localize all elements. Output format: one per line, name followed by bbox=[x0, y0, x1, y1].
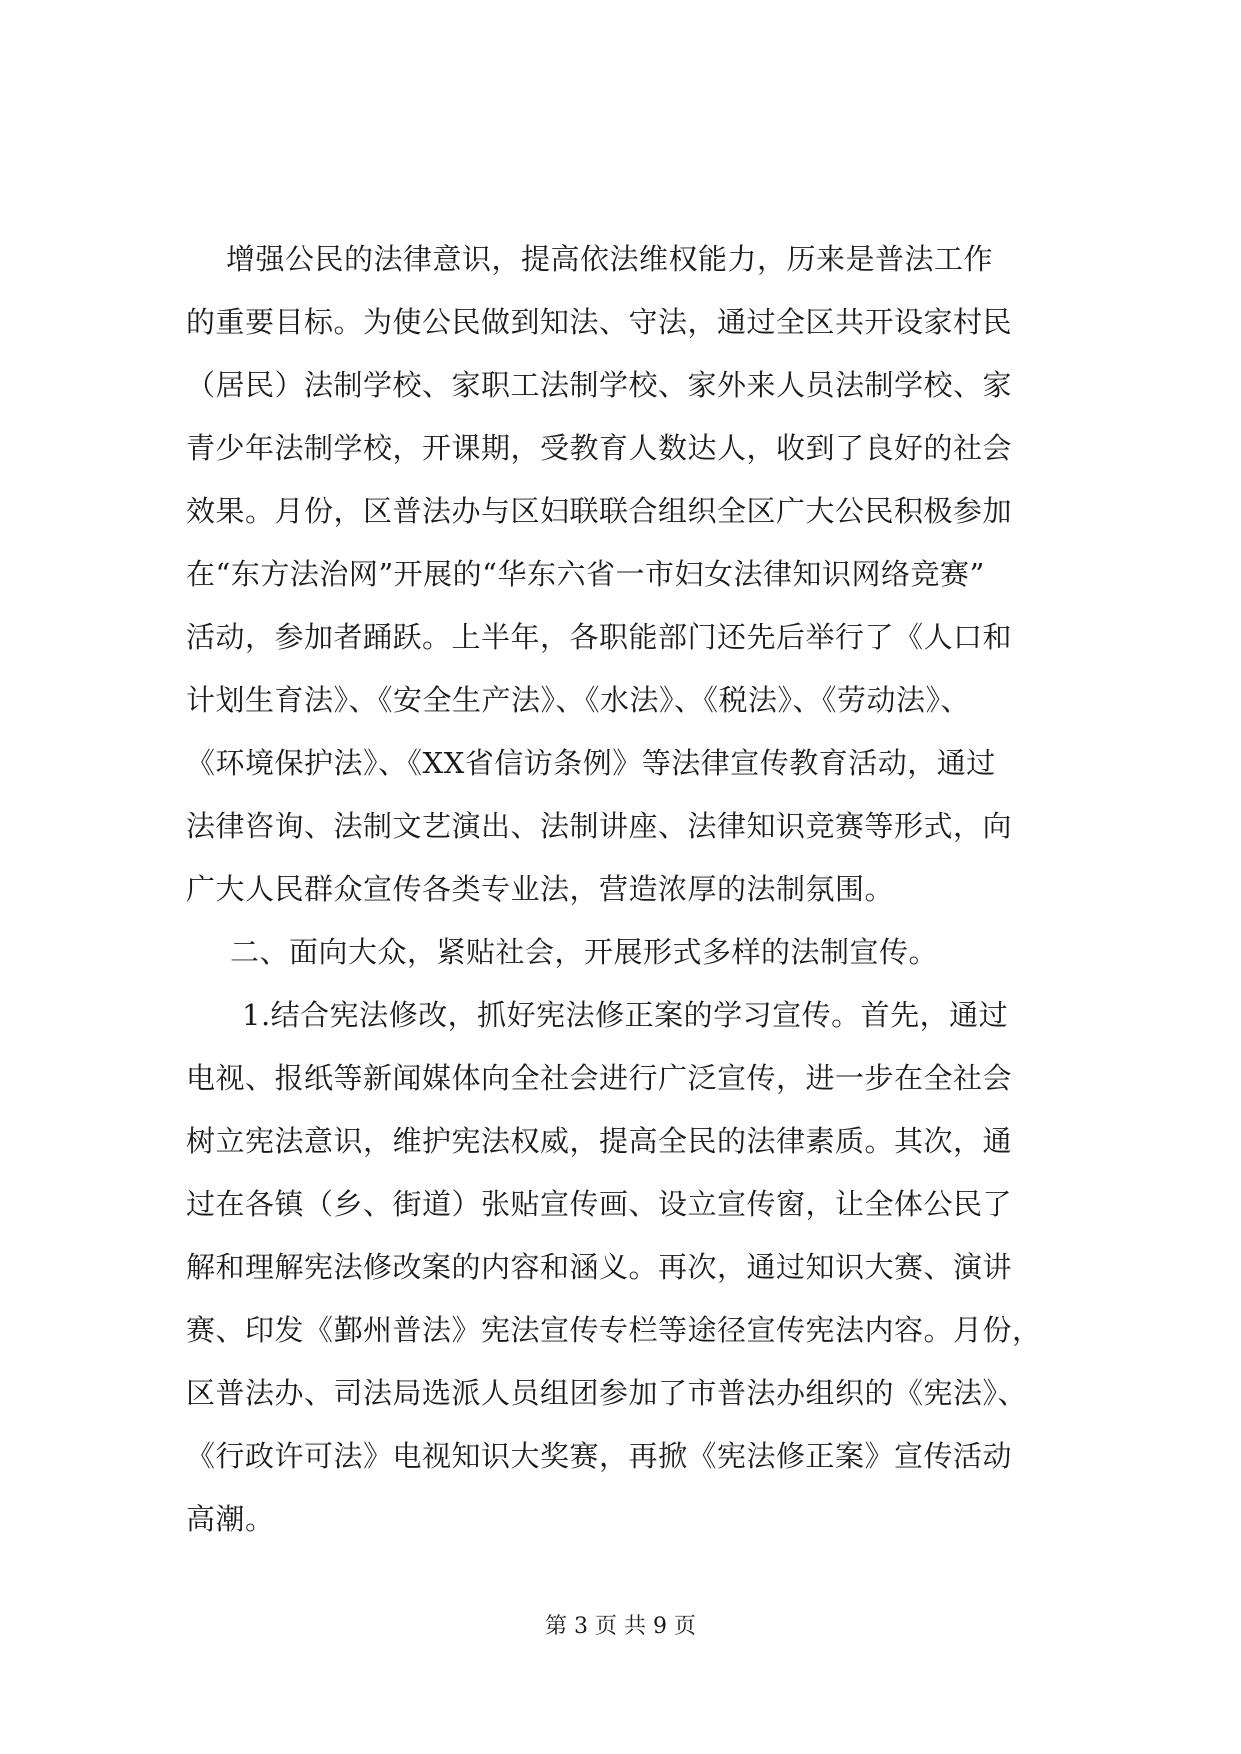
paragraph-2-line-9: 高潮。 bbox=[186, 1502, 275, 1536]
paragraph-2-line-3: 树立宪法意识，维护宪法权威，提高全民的法律素质。其次，通 bbox=[186, 1124, 1013, 1158]
paragraph-1-line-1: 增强公民的法律意识，提高依法维权能力，历来是普法工作 bbox=[226, 242, 994, 276]
paragraph-1-line-8: 计划生育法》、《安全生产法》、《水法》、《税法》、《劳动法》、 bbox=[186, 683, 971, 717]
paragraph-1-line-11: 广大人民群众宣传各类专业法，营造浓厚的法制氛围。 bbox=[186, 872, 895, 906]
paragraph-1-line-3: （居民）法制学校、家职工法制学校、家外来人员法制学校、家 bbox=[186, 368, 1013, 402]
paragraph-1-line-5: 效果。月份，区普法办与区妇联联合组织全区广大公民积极参加 bbox=[186, 494, 1013, 528]
paragraph-1-line-6: 在“东方法治网”开展的“华东六省一市妇女法律知识网络竞赛” bbox=[186, 557, 985, 591]
paragraph-1-line-9: 《环境保护法》、《XX省信访条例》等法律宣传教育活动，通过 bbox=[186, 746, 996, 780]
paragraph-2-line-8: 《行政许可法》电视知识大奖赛，再掀《宪法修正案》宣传活动 bbox=[186, 1439, 1013, 1473]
paragraph-2-line-7: 区普法办、司法局选派人员组团参加了市普法办组织的《宪法》、 bbox=[186, 1376, 1028, 1410]
paragraph-1-line-2: 的重要目标。为使公民做到知法、守法，通过全区共开设家村民 bbox=[186, 305, 1013, 339]
paragraph-2-line-2: 电视、报纸等新闻媒体向全社会进行广泛宣传，进一步在全社会 bbox=[186, 1061, 1013, 1095]
paragraph-1-line-10: 法律咨询、法制文艺演出、法制讲座、法律知识竞赛等形式，向 bbox=[186, 809, 1013, 843]
paragraph-1-line-4: 青少年法制学校，开课期，受教育人数达人，收到了良好的社会 bbox=[186, 431, 1013, 465]
paragraph-2-line-1: 1.结合宪法修改，抓好宪法修正案的学习宣传。首先，通过 bbox=[242, 998, 1009, 1032]
body-text bbox=[186, 228, 1086, 1551]
page-number-footer: 第 3 页 共 9 页 bbox=[545, 1614, 696, 1639]
paragraph-2-line-6: 赛、印发《鄞州普法》宪法宣传专栏等途径宣传宪法内容。月份， bbox=[186, 1313, 1042, 1347]
paragraph-1-line-7: 活动，参加者踊跃。上半年，各职能部门还先后举行了《人口和 bbox=[186, 620, 1013, 654]
section-heading: 二、面向大众，紧贴社会，开展形式多样的法制宣传。 bbox=[230, 935, 939, 969]
paragraph-2-line-5: 解和理解宪法修改案的内容和涵义。再次，通过知识大赛、演讲 bbox=[186, 1250, 1013, 1284]
paragraph-2-line-4: 过在各镇（乡、街道）张贴宣传画、设立宣传窗，让全体公民了 bbox=[186, 1187, 1013, 1221]
